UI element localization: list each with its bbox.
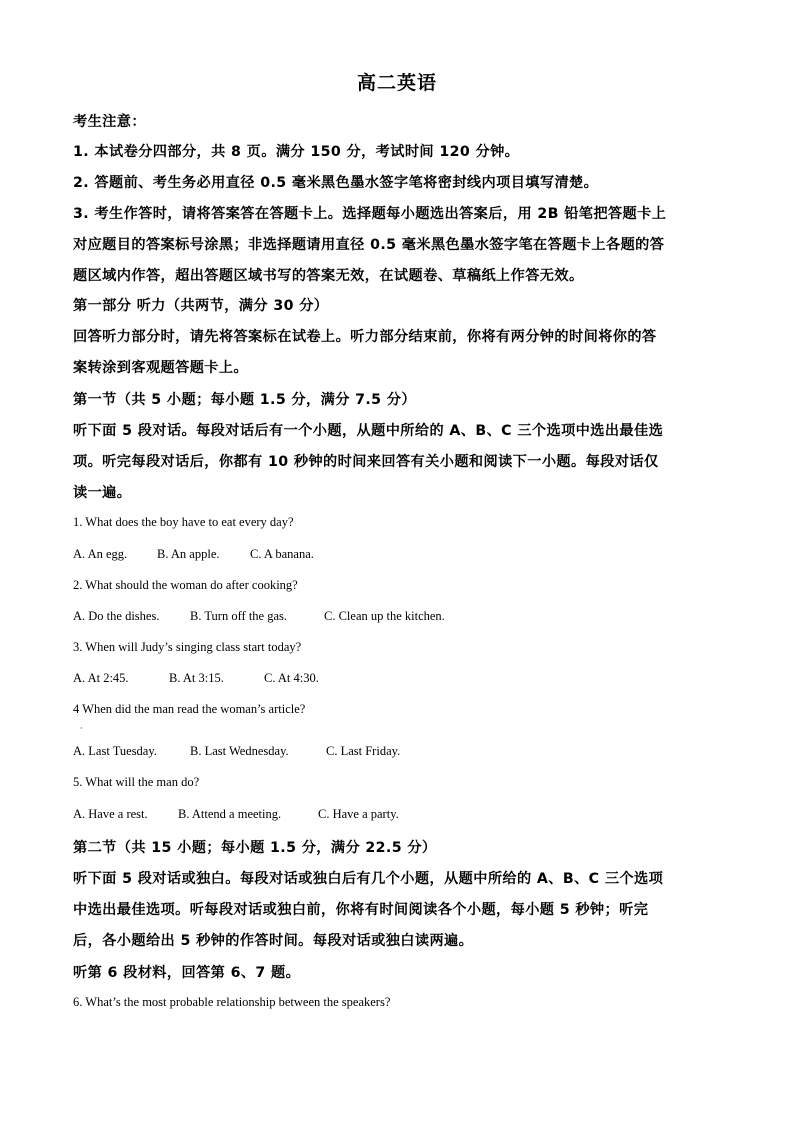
section2-heading: 第二节（共 15 小题；每小题 1.5 分，满分 22.5 分） [73, 840, 437, 856]
question-5: 5. What will the man do? [73, 775, 200, 789]
option-b: B. At 3:15. [169, 671, 224, 685]
question-2: 2. What should the woman do after cooking? [73, 578, 298, 592]
option-c: C. Last Friday. [326, 744, 401, 758]
notice-item-3-line-2: 对应题目的答案标号涂黑；非选择题请用直径 0.5 毫米黑色墨水签字笔在答题卡上各题的答 [73, 237, 665, 253]
notice-item-3-line-3: 题区域内作答，超出答题区域书写的答案无效，在试题卷、草稿纸上作答无效。 [73, 268, 584, 284]
option-a: A. Last Tuesday. [73, 744, 157, 758]
notice-item-3-line-1: 3. 考生作答时，请将答案答在答题卡上。选择题每小题选出答案后，用 2B 铅笔把答题卡上 [73, 206, 667, 222]
question-1: 1. What does the boy have to eat every day? [73, 515, 294, 529]
section1-intro-line-2: 项。听完每段对话后，你都有 10 秒钟的时间来回答有关小题和阅读下一小题。每段对话仅 [73, 454, 659, 470]
question-3: 3. When will Judy’s singing class start today? [73, 640, 302, 654]
part1-intro-line-2: 案转涂到客观题答题卡上。 [73, 360, 249, 376]
option-a: A. Have a rest. [73, 807, 148, 821]
notice-item-1: 1. 本试卷分四部分，共 8 页。满分 150 分，考试时间 120 分钟。 [73, 144, 520, 160]
option-b: B. Turn off the gas. [190, 609, 288, 623]
option-b: B. Last Wednesday. [190, 744, 289, 758]
question-2-options [73, 609, 445, 624]
option-a: A. At 2:45. [73, 671, 129, 685]
option-c: C. At 4:30. [264, 671, 319, 685]
section2-intro-line-2: 中选出最佳选项。听每段对话或独白前，你将有时间阅读各个小题，每小题 5 秒钟；听完 [73, 902, 649, 918]
section1-intro-line-1: 听下面 5 段对话。每段对话后有一个小题，从题中所给的 A、B、C 三个选项中选出最佳选 [73, 423, 664, 439]
question-5-options [73, 807, 399, 822]
section1-intro-line-3: 读一遍。 [73, 485, 132, 501]
question-4: 4 When did the man read the woman’s article? [73, 702, 306, 716]
notice-item-2: 2. 答题前、考生务必用直径 0.5 毫米黑色墨水签字笔将密封线内项目填写清楚。 [73, 175, 599, 191]
option-c: C. Clean up the kitchen. [324, 609, 445, 623]
option-b: B. An apple. [157, 547, 220, 561]
section2-intro-line-1: 听下面 5 段对话或独白。每段对话或独白后有几个小题，从题中所给的 A、B、C 三个选项 [73, 871, 664, 887]
question-1-options [73, 547, 314, 562]
part1-intro-line-1: 回答听力部分时，请先将答案标在试卷上。听力部分结束前，你将有两分钟的时间将你的答 [73, 329, 657, 345]
page-title: 高二英语 [356, 72, 437, 94]
part1-heading: 第一部分 听力（共两节，满分 30 分） [73, 298, 329, 314]
question-6: 6. What’s the most probable relationship between the speakers? [73, 995, 391, 1009]
option-a: A. An egg. [73, 547, 128, 561]
section2-intro-line-3: 后，各小题给出 5 秒钟的作答时间。每段对话或独白读两遍。 [73, 933, 474, 949]
notice-heading: 考生注意： [73, 114, 146, 130]
option-c: C. Have a party. [318, 807, 399, 821]
option-a: A. Do the dishes. [73, 609, 160, 623]
material-6-heading: 听第 6 段材料，回答第 6、7 题。 [73, 965, 301, 981]
question-4-options [73, 744, 400, 759]
question-3-options [73, 671, 319, 686]
stray-dot: · [80, 724, 83, 733]
option-b: B. Attend a meeting. [178, 807, 282, 821]
option-c: C. A banana. [250, 547, 314, 561]
section1-heading: 第一节（共 5 小题；每小题 1.5 分，满分 7.5 分） [73, 392, 416, 408]
